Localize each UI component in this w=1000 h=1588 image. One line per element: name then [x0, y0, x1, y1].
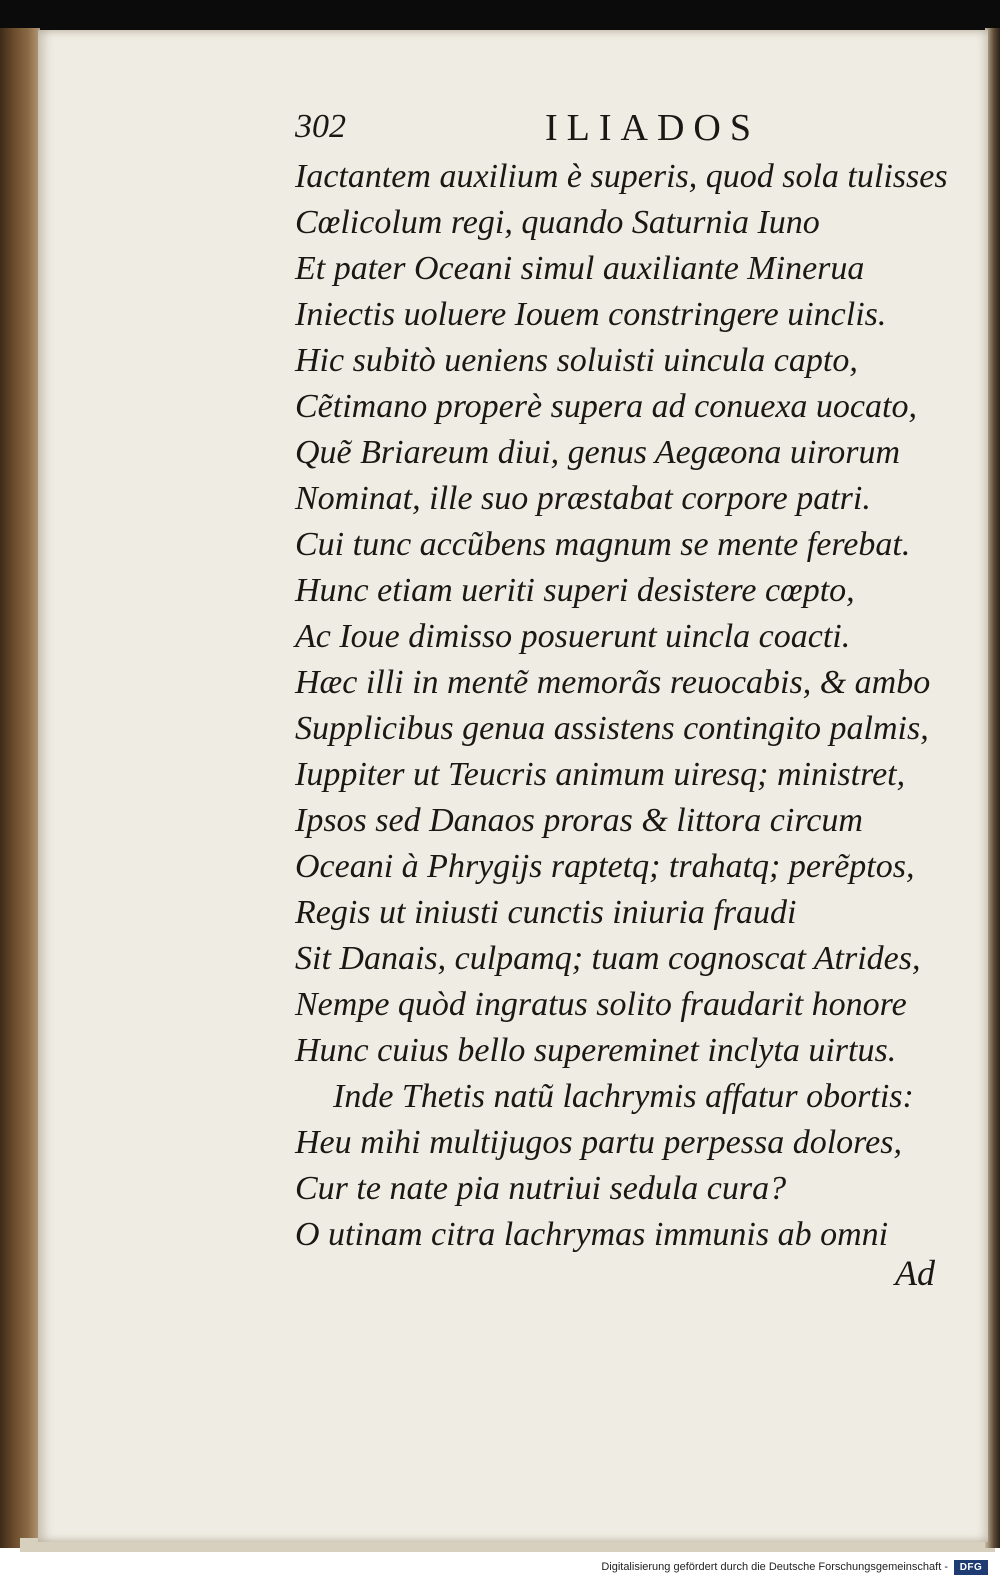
verse-line: Regis ut iniusti cunctis iniuria fraudi: [295, 894, 797, 931]
verse-line: Ipsos sed Danaos proras & littora circum: [295, 802, 863, 839]
verse-line: Oceani à Phrygijs raptetq; trahatq; perẽptos,: [295, 848, 915, 885]
verse-line: Nempe quòd ingratus solito fraudarit honore: [295, 986, 907, 1023]
verse-line: Supplicibus genua assistens contingito palmis,: [295, 710, 929, 747]
scan-top-border: [0, 0, 1000, 30]
book-binding-edge: [0, 28, 40, 1548]
verse-block: [295, 154, 955, 1258]
verse-line: Cur te nate pia nutriui sedula cura?: [295, 1170, 787, 1207]
verse-line: Iactantem auxilium è superis, quod sola tulisses: [295, 158, 948, 195]
catchword: Ad: [895, 1253, 935, 1293]
funding-credit: Digitalisierung gefördert durch die Deutsche Forschungsgemeinschaft -: [601, 1561, 948, 1573]
verse-line: Hæc illi in mentẽ memorãs reuocabis, & ambo: [295, 664, 931, 701]
verse-line: Hunc cuius bello supereminet inclyta uirtus.: [295, 1032, 897, 1069]
verse-line: Et pater Oceani simul auxiliante Minerua: [295, 250, 865, 287]
verse-line: Iniectis uoluere Iouem constringere uinclis.: [295, 296, 887, 333]
verse-line: Cœlicolum regi, quando Saturnia Iuno: [295, 204, 820, 241]
verse-line: O utinam citra lachrymas immunis ab omni: [295, 1216, 889, 1253]
verse-line: Heu mihi multijugos partu perpessa dolores,: [295, 1124, 902, 1161]
page-header: [255, 100, 775, 154]
verse-line: Ac Ioue dimisso posuerunt uincla coacti.: [295, 618, 851, 655]
verse-line: Inde Thetis natũ lachrymis affatur obortis:: [333, 1078, 914, 1115]
verse-line: Hunc etiam ueriti superi desistere cœpto,: [295, 572, 855, 609]
verse-line: Nominat, ille suo præstabat corpore patri.: [295, 480, 871, 517]
running-title: ILIADOS: [545, 107, 760, 149]
verse-line: Cẽtimano properè supera ad conuexa uocato,: [295, 388, 917, 425]
dfg-logo: DFG: [954, 1560, 988, 1575]
verse-line: Iuppiter ut Teucris animum uiresq; ministret,: [295, 756, 906, 793]
scan-footer: [0, 1552, 1000, 1588]
verse-line: Sit Danais, culpamq; tuam cognoscat Atrides,: [295, 940, 921, 977]
verse-line: Hic subitò ueniens soluisti uincula capto,: [295, 342, 858, 379]
verse-line: Cui tunc accũbens magnum se mente ferebat.: [295, 526, 911, 563]
page-number: 302: [295, 108, 346, 145]
verse-line: Quẽ Briareum diui, genus Aegæona uirorum: [295, 434, 901, 471]
